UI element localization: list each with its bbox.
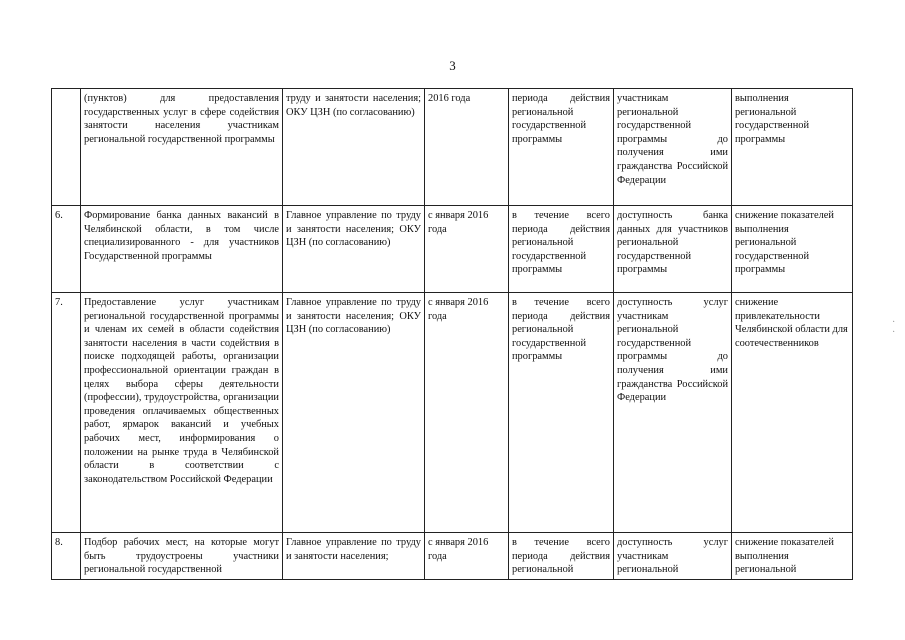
table-row bbox=[52, 533, 853, 580]
row-number-cell bbox=[52, 89, 81, 206]
period-cell: в течение всего периода действия региональной государственной программы bbox=[509, 206, 614, 293]
measure-cell: (пунктов) для предоставления государственных услуг в сфере содействия занятости населения участникам региональной государственной программы bbox=[81, 89, 283, 206]
executor-cell: труду и занятости населения; ОКУ ЦЗН (по согласованию) bbox=[283, 89, 425, 206]
measures-table bbox=[51, 88, 853, 580]
consequence-cell: выполнения региональной государственной программы bbox=[732, 89, 853, 206]
result-cell bbox=[614, 533, 732, 580]
consequence-cell: снижение привлекательности Челябинской области для соотечественников bbox=[732, 293, 853, 533]
consequence-cell bbox=[732, 533, 853, 580]
result-cell: доступность услуг участникам региональной государственной программы до получения ими гражданства Российской Федерации bbox=[614, 293, 732, 533]
executor-text: Главное управление по труду и занятости населения; bbox=[286, 537, 421, 562]
start-date-cell: с января 2016 года bbox=[425, 293, 509, 533]
measure-cell: Предоставление услуг участникам региональной государственной программы и членам их семей в области содействия занятости населения в части содействия в поиске подходящей работы, организации профессиональной ориентации граждан в целях выбора сферы деятельности (профессии), трудоустройства, организации проведения оплачиваемых общественных работ, ярмарок вакансий и учебных рабочих мест, информирования о положении на рынке труда в Челябинской области в соответствии с законодательством Российской Федерации bbox=[81, 293, 283, 533]
start-date-text: с января 2016 года bbox=[428, 537, 489, 562]
table-row bbox=[52, 293, 853, 533]
start-date-cell: 2016 года bbox=[425, 89, 509, 206]
start-date-cell: с января 2016 года bbox=[425, 206, 509, 293]
executor-cell: Главное управление по труду и занятости населения; ОКУ ЦЗН (по согласованию) bbox=[283, 206, 425, 293]
table-row bbox=[52, 206, 853, 293]
result-cell: участникам региональной государственной программы до получения ими гражданства Российской Федерации bbox=[614, 89, 732, 206]
executor-cell: Главное управление по труду и занятости населения; ОКУ ЦЗН (по согласованию) bbox=[283, 293, 425, 533]
measure-cell: Формирование банка данных вакансий в Челябинской области, в том числе специализированного - для участников Государственной программы bbox=[81, 206, 283, 293]
period-cell: периода действия региональной государственной программы bbox=[509, 89, 614, 206]
row-number-cell: 8. bbox=[52, 533, 81, 580]
table-row bbox=[52, 89, 853, 206]
row-number-cell: 6. bbox=[52, 206, 81, 293]
measure-text: Подбор рабочих мест, на которые могут быть трудоустроены участники региональной государственной bbox=[84, 537, 279, 576]
period-text: в течение всего периода действия региональной bbox=[512, 537, 610, 576]
result-cell: доступность банка данных для участников региональной государственной программы bbox=[614, 206, 732, 293]
scan-artifact-mark: · · bbox=[892, 317, 896, 338]
result-text: доступность услуг участникам региональной bbox=[617, 537, 728, 576]
period-cell bbox=[509, 533, 614, 580]
executor-cell bbox=[283, 533, 425, 580]
consequence-text: снижение показателей выполнения региональной bbox=[735, 537, 834, 576]
period-cell: в течение всего периода действия региональной государственной программы bbox=[509, 293, 614, 533]
start-date-cell bbox=[425, 533, 509, 580]
row-number-cell: 7. bbox=[52, 293, 81, 533]
measure-cell bbox=[81, 533, 283, 580]
page-number: 3 bbox=[449, 58, 456, 73]
consequence-cell: снижение показателей выполнения региональной государственной программы bbox=[732, 206, 853, 293]
